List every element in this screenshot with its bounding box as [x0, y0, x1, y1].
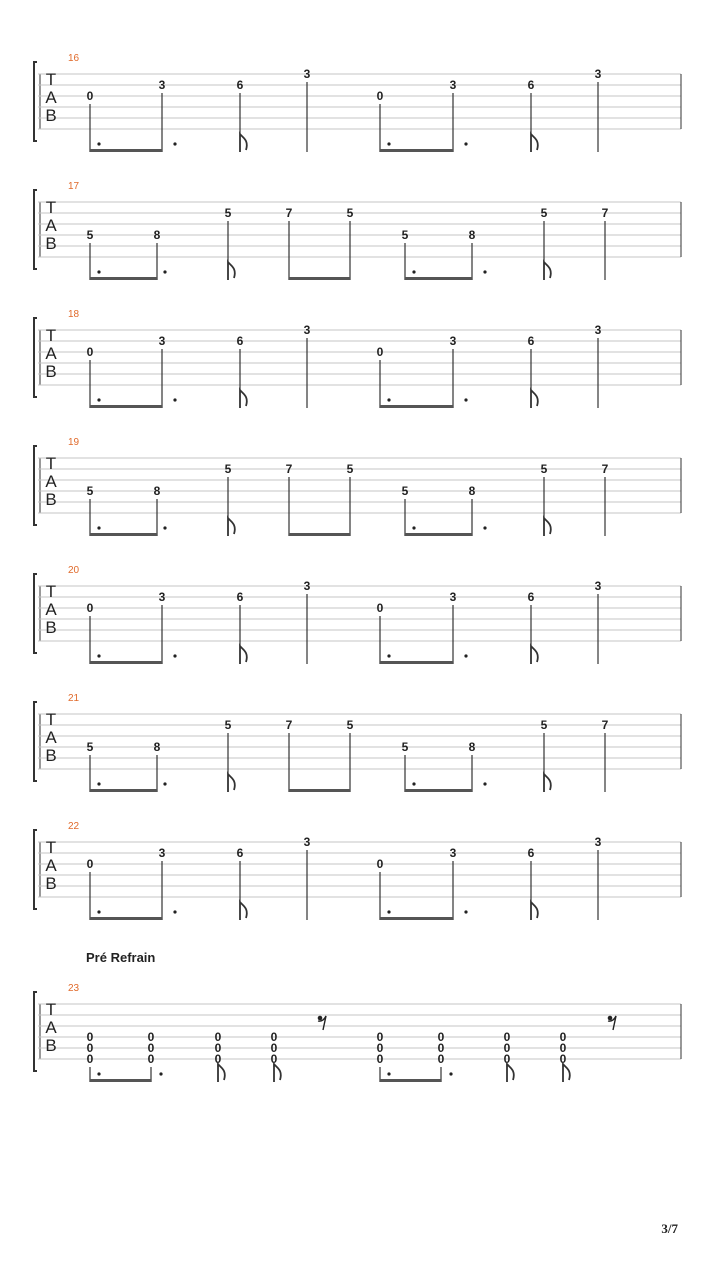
rhythm-dot	[173, 910, 176, 913]
fret-number: 0	[437, 1041, 445, 1055]
note-beam	[380, 661, 453, 664]
tab-clef-letter: A	[45, 600, 57, 619]
fret-number: 0	[376, 345, 384, 359]
fret-number: 5	[224, 718, 232, 732]
fret-number: 5	[224, 462, 232, 476]
note-beam	[405, 533, 472, 536]
fret-number: 0	[270, 1030, 278, 1044]
note-flag	[507, 1064, 514, 1082]
tab-clef-letter: A	[45, 344, 57, 363]
fret-number: 0	[376, 1030, 384, 1044]
fret-number: 0	[503, 1052, 511, 1066]
fret-number: 5	[401, 484, 409, 498]
fret-number: 3	[594, 579, 602, 593]
note-flag	[274, 1064, 281, 1082]
fret-number: 3	[449, 846, 457, 860]
tab-clef-letter: A	[45, 728, 57, 747]
tab-clef-letter: B	[45, 106, 57, 125]
rhythm-dot	[173, 654, 176, 657]
note-beam	[289, 277, 350, 280]
tab-clef-letter: B	[45, 746, 57, 765]
system-bracket	[34, 992, 37, 1071]
fret-number: 5	[346, 718, 354, 732]
fret-number: 0	[86, 89, 94, 103]
tab-clef-letter: T	[45, 710, 57, 729]
fret-number: 0	[86, 1041, 94, 1055]
fret-number: 7	[285, 718, 293, 732]
fret-number: 3	[303, 323, 311, 337]
tab-clef-letter: T	[45, 326, 57, 345]
fret-number: 0	[503, 1041, 511, 1055]
measure-number: 23	[68, 983, 80, 994]
fret-number: 8	[153, 228, 161, 242]
rhythm-dot	[464, 654, 467, 657]
note-flag	[228, 262, 235, 280]
rhythm-dot	[387, 142, 390, 145]
note-beam	[405, 789, 472, 792]
measure-number: 19	[68, 437, 80, 448]
rhythm-dot	[464, 910, 467, 913]
rhythm-dot	[97, 1072, 100, 1075]
rhythm-dot	[464, 398, 467, 401]
system-bracket	[34, 574, 37, 653]
fret-number: 5	[401, 740, 409, 754]
rhythm-dot	[173, 398, 176, 401]
measure-number: 16	[68, 53, 80, 64]
fret-number: 6	[236, 590, 244, 604]
note-beam	[289, 789, 350, 792]
fret-number: 0	[86, 1030, 94, 1044]
measure-number: 22	[68, 821, 80, 832]
system-bracket	[34, 830, 37, 909]
fret-number: 0	[147, 1030, 155, 1044]
rhythm-dot	[387, 654, 390, 657]
fret-number: 0	[147, 1052, 155, 1066]
system-bracket	[34, 702, 37, 781]
rhythm-dot	[159, 1072, 162, 1075]
fret-number: 3	[594, 323, 602, 337]
fret-number: 3	[158, 78, 166, 92]
fret-number: 6	[527, 334, 535, 348]
fret-number: 5	[401, 228, 409, 242]
tab-system	[34, 53, 681, 152]
rhythm-dot	[97, 782, 100, 785]
fret-number: 0	[86, 345, 94, 359]
fret-number: 3	[594, 835, 602, 849]
note-beam	[90, 405, 162, 408]
fret-number: 5	[540, 206, 548, 220]
tab-clef-letter: A	[45, 216, 57, 235]
fret-number: 3	[594, 67, 602, 81]
rest-head	[608, 1016, 613, 1021]
note-beam	[90, 277, 157, 280]
fret-number: 8	[153, 740, 161, 754]
tab-clef-letter: T	[45, 70, 57, 89]
fret-number: 0	[86, 857, 94, 871]
rhythm-dot	[464, 142, 467, 145]
note-flag	[240, 134, 247, 152]
rhythm-dot	[97, 142, 100, 145]
fret-number: 3	[303, 579, 311, 593]
tab-system	[34, 437, 681, 536]
measure-number: 21	[68, 693, 80, 704]
tab-clef-letter: A	[45, 1018, 57, 1037]
system-bracket	[34, 318, 37, 397]
fret-number: 5	[346, 462, 354, 476]
tab-system	[34, 950, 681, 1082]
fret-number: 6	[236, 846, 244, 860]
section-label: Pré Refrain	[86, 950, 156, 965]
note-flag	[544, 262, 551, 280]
fret-number: 8	[468, 740, 476, 754]
rhythm-dot	[97, 654, 100, 657]
rhythm-dot	[97, 398, 100, 401]
tab-clef-letter: B	[45, 1036, 57, 1055]
note-flag	[531, 646, 538, 664]
fret-number: 5	[86, 740, 94, 754]
note-beam	[380, 917, 453, 920]
note-flag	[531, 390, 538, 408]
fret-number: 0	[503, 1030, 511, 1044]
note-beam	[90, 1079, 151, 1082]
rhythm-dot	[97, 270, 100, 273]
tab-system	[34, 309, 681, 408]
eighth-rest	[318, 1016, 326, 1030]
fret-number: 7	[601, 718, 609, 732]
note-flag	[531, 902, 538, 920]
rhythm-dot	[483, 526, 486, 529]
fret-number: 0	[376, 857, 384, 871]
fret-number: 6	[527, 590, 535, 604]
fret-number: 6	[236, 78, 244, 92]
fret-number: 0	[437, 1030, 445, 1044]
tab-system	[34, 565, 681, 664]
tab-system	[34, 181, 681, 280]
fret-number: 5	[86, 228, 94, 242]
note-beam	[90, 533, 157, 536]
measure-number: 20	[68, 565, 80, 576]
tab-clef-letter: T	[45, 454, 57, 473]
note-flag	[240, 390, 247, 408]
rhythm-dot	[449, 1072, 452, 1075]
fret-number: 0	[86, 601, 94, 615]
note-flag	[228, 518, 235, 536]
fret-number: 5	[86, 484, 94, 498]
note-flag	[544, 774, 551, 792]
tab-clef-letter: B	[45, 362, 57, 381]
fret-number: 0	[270, 1052, 278, 1066]
note-flag	[240, 902, 247, 920]
note-beam	[380, 1079, 441, 1082]
fret-number: 8	[468, 484, 476, 498]
tab-clef-letter: T	[45, 582, 57, 601]
rhythm-dot	[483, 270, 486, 273]
system-bracket	[34, 62, 37, 141]
tab-system	[34, 693, 681, 792]
fret-number: 0	[147, 1041, 155, 1055]
fret-number: 6	[527, 846, 535, 860]
rhythm-dot	[387, 910, 390, 913]
note-beam	[289, 533, 350, 536]
note-beam	[380, 405, 453, 408]
tab-clef-letter: B	[45, 618, 57, 637]
fret-number: 0	[376, 1052, 384, 1066]
tab-clef-letter: A	[45, 88, 57, 107]
fret-number: 5	[346, 206, 354, 220]
fret-number: 7	[601, 206, 609, 220]
note-beam	[90, 789, 157, 792]
fret-number: 3	[449, 590, 457, 604]
page-number: 3/7	[661, 1221, 678, 1236]
fret-number: 7	[601, 462, 609, 476]
fret-number: 0	[214, 1052, 222, 1066]
fret-number: 3	[158, 334, 166, 348]
note-beam	[380, 149, 453, 152]
tab-clef-letter: B	[45, 874, 57, 893]
rhythm-dot	[387, 398, 390, 401]
fret-number: 0	[376, 1041, 384, 1055]
fret-number: 0	[559, 1030, 567, 1044]
rhythm-dot	[483, 782, 486, 785]
note-flag	[531, 134, 538, 152]
system-bracket	[34, 446, 37, 525]
measure-number: 17	[68, 181, 80, 192]
note-beam	[405, 277, 472, 280]
system-bracket	[34, 190, 37, 269]
fret-number: 5	[224, 206, 232, 220]
tab-clef-letter: A	[45, 856, 57, 875]
measure-number: 18	[68, 309, 80, 320]
fret-number: 7	[285, 462, 293, 476]
tab-clef-letter: A	[45, 472, 57, 491]
fret-number: 3	[303, 67, 311, 81]
fret-number: 3	[449, 334, 457, 348]
note-flag	[228, 774, 235, 792]
rhythm-dot	[163, 270, 166, 273]
rhythm-dot	[412, 270, 415, 273]
fret-number: 0	[86, 1052, 94, 1066]
fret-number: 0	[214, 1041, 222, 1055]
fret-number: 0	[559, 1041, 567, 1055]
tab-clef-letter: T	[45, 198, 57, 217]
note-flag	[240, 646, 247, 664]
rhythm-dot	[163, 782, 166, 785]
tab-system	[34, 821, 681, 920]
fret-number: 6	[236, 334, 244, 348]
fret-number: 0	[376, 601, 384, 615]
fret-number: 5	[540, 462, 548, 476]
rhythm-dot	[173, 142, 176, 145]
rhythm-dot	[97, 910, 100, 913]
fret-number: 7	[285, 206, 293, 220]
rhythm-dot	[163, 526, 166, 529]
rest-head	[318, 1016, 323, 1021]
fret-number: 3	[158, 846, 166, 860]
rhythm-dot	[387, 1072, 390, 1075]
note-flag	[218, 1064, 225, 1082]
fret-number: 3	[158, 590, 166, 604]
fret-number: 3	[303, 835, 311, 849]
fret-number: 8	[153, 484, 161, 498]
fret-number: 0	[437, 1052, 445, 1066]
rhythm-dot	[412, 526, 415, 529]
fret-number: 0	[270, 1041, 278, 1055]
note-beam	[90, 661, 162, 664]
tab-clef-letter: T	[45, 1000, 57, 1019]
rhythm-dot	[412, 782, 415, 785]
fret-number: 3	[449, 78, 457, 92]
note-beam	[90, 149, 162, 152]
eighth-rest	[608, 1016, 616, 1030]
note-beam	[90, 917, 162, 920]
tab-clef-letter: B	[45, 490, 57, 509]
fret-number: 8	[468, 228, 476, 242]
fret-number: 0	[376, 89, 384, 103]
tab-clef-letter: B	[45, 234, 57, 253]
fret-number: 0	[214, 1030, 222, 1044]
fret-number: 6	[527, 78, 535, 92]
fret-number: 0	[559, 1052, 567, 1066]
fret-number: 5	[540, 718, 548, 732]
tab-clef-letter: T	[45, 838, 57, 857]
note-flag	[544, 518, 551, 536]
note-flag	[563, 1064, 570, 1082]
rhythm-dot	[97, 526, 100, 529]
